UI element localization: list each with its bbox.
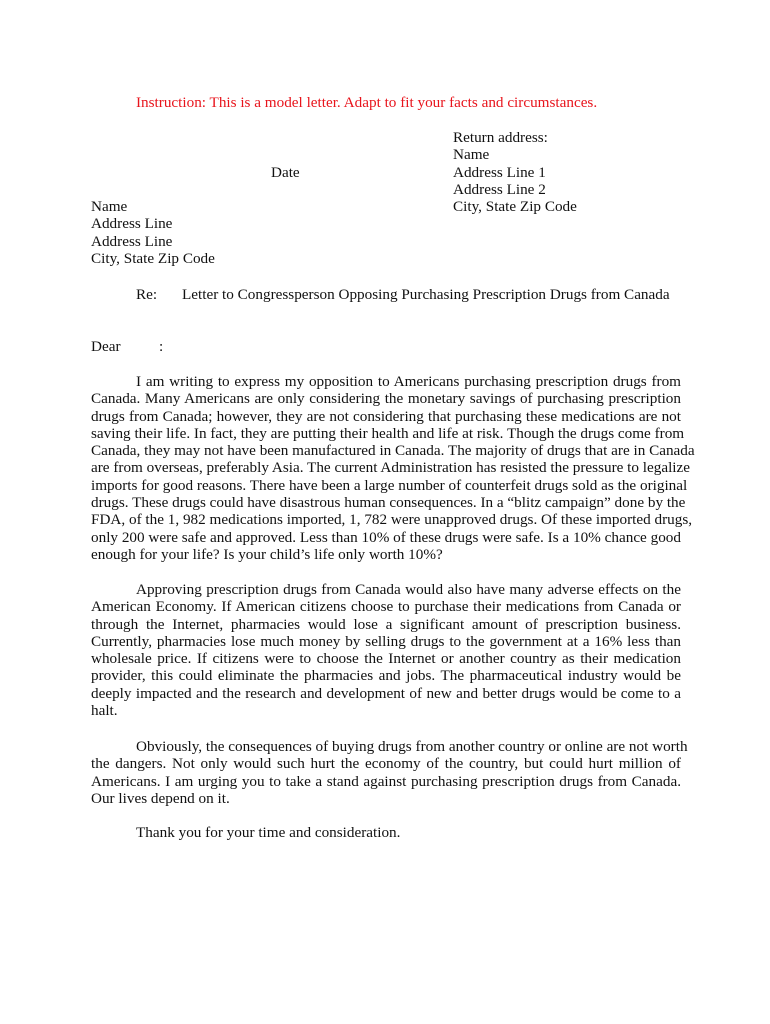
paragraph-line: Canada. Many Americans are only considering the monetary savings of purchasing prescription (91, 390, 681, 408)
paragraph-line: the dangers. Not only would such hurt the economy of the country, but could hurt million of (91, 755, 681, 773)
paragraph-line: only 200 were safe and approved. Less than 10% of these drugs were safe. Is a 10% chance good (91, 528, 681, 546)
recipient-line-2: Address Line (91, 232, 173, 250)
paragraph-line: are from overseas, preferably Asia. The current Administration has resisted the pressure to legalize (91, 459, 690, 477)
paragraph-line: saving their life. In fact, they are putting their health and life at risk. Though the drugs come from (91, 424, 685, 442)
subject-text: Letter to Congressperson Opposing Purchasing Prescription Drugs from Canada (182, 286, 670, 303)
return-address-block (453, 129, 577, 215)
salutation-colon: : (159, 338, 164, 355)
paragraph-line: Our lives depend on it. (91, 789, 230, 807)
paragraph-line: drugs. These drugs could have disastrous human consequences. In a “blitz campaign” done by the (91, 494, 686, 512)
closing-line: Thank you for your time and consideration. (136, 824, 401, 841)
recipient-line-1: Address Line (91, 215, 173, 233)
recipient-city: City, State Zip Code (91, 249, 215, 267)
body-paragraph-1 (91, 373, 695, 563)
instruction-text: Instruction: This is a model letter. Adapt to fit your facts and circumstances. (136, 94, 598, 111)
paragraph-line: Canada, they may not have been manufactured in Canada. The majority of drugs that are in Canada (91, 442, 695, 460)
paragraph-line: FDA, of the 1, 982 medications imported, 1, 782 were unapproved drugs. Of these imported drugs, (91, 511, 693, 529)
paragraph-line: wholesale price. If citizens were to choose the Internet or another country as their medication (91, 650, 681, 668)
paragraph-line: deeply impacted and the research and development of new and better drugs would be come to a (91, 684, 681, 702)
return-address-name: Name (453, 146, 490, 164)
paragraph-line: halt. (91, 702, 118, 720)
paragraph-line: enough for your life? Is your child’s life only worth 10%? (91, 545, 443, 563)
return-address-heading: Return address: (453, 129, 548, 146)
paragraph-line: American Economy. If American citizens choose to purchase their medications from Canada or (91, 598, 681, 616)
recipient-address-block (91, 198, 215, 267)
return-address-city: City, State Zip Code (453, 198, 577, 216)
instruction-note (136, 94, 597, 111)
return-address-line-2: Address Line 2 (453, 180, 546, 198)
salutation (91, 338, 164, 355)
paragraph-line: Americans. I am urging you to take a stand against purchasing prescription drugs from Canada. (91, 772, 681, 790)
body-paragraph-3 (91, 738, 688, 807)
recipient-name: Name (91, 198, 128, 215)
paragraph-line: I am writing to express my opposition to Americans purchasing prescription drugs from (136, 373, 681, 390)
paragraph-line: Approving prescription drugs from Canada would also have many adverse effects on the (136, 581, 681, 598)
body-paragraph-2 (91, 581, 681, 719)
paragraph-line: through the Internet, pharmacies would lose a significant amount of prescription business. (91, 615, 681, 633)
salutation-word: Dear (91, 338, 121, 355)
paragraph-line: provider, this could eliminate the pharmacies and jobs. The pharmaceutical industry would be (91, 667, 681, 685)
return-address-line-1: Address Line 1 (453, 163, 546, 181)
paragraph-line: imports for good reasons. There have been a large number of counterfeit drugs sold as the original (91, 476, 688, 494)
paragraph-line: Obviously, the consequences of buying drugs from another country or online are not worth (136, 738, 688, 755)
paragraph-line: drugs from Canada; however, they are not considering that purchasing these medications are not (91, 407, 681, 425)
subject-label: Re: (136, 286, 158, 303)
date-placeholder: Date (271, 164, 300, 181)
paragraph-line: Currently, pharmacies lose much money by selling drugs to the government at a 16% less than (91, 632, 681, 650)
